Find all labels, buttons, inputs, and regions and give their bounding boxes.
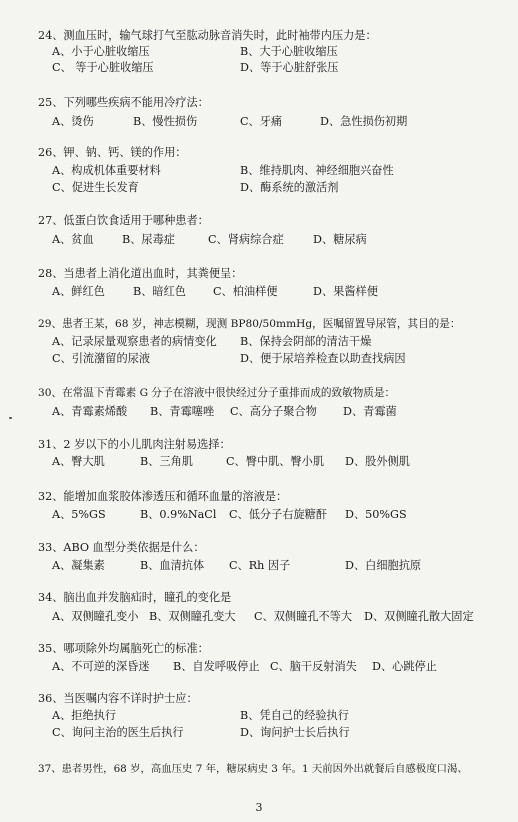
option-c: C、肾病综合症 bbox=[208, 233, 284, 246]
option-c: C、 等于心脏收缩压 bbox=[52, 61, 154, 74]
question-stem: 35、哪项除外均属脑死亡的标准： bbox=[38, 642, 209, 655]
question-stem: 26、钾、钠、钙、镁的作用： bbox=[38, 146, 187, 159]
option-b: B、暗红色 bbox=[133, 285, 186, 298]
option-a: A、鲜红色 bbox=[52, 285, 105, 298]
option-d: D、50%GS bbox=[345, 508, 407, 521]
question-stem: 34、脑出血并发脑疝时，瞳孔的变化是 bbox=[38, 591, 232, 604]
option-b: B、自发呼吸停止 bbox=[173, 660, 260, 673]
option-d: D、青霉菌 bbox=[343, 405, 397, 418]
option-b: B、凭自己的经验执行 bbox=[240, 709, 349, 722]
option-c: C、促进生长发育 bbox=[52, 181, 139, 194]
question-stem: 28、当患者上消化道出血时，其粪便呈： bbox=[38, 267, 243, 280]
option-a: A、青霉素烯酸 bbox=[52, 405, 128, 418]
option-a: A、拒绝执行 bbox=[52, 709, 117, 722]
option-a: A、臀大肌 bbox=[52, 455, 105, 468]
option-d: D、酶系统的激活剂 bbox=[240, 181, 339, 194]
option-d: D、急性损伤初期 bbox=[320, 115, 408, 128]
option-c: C、Rh 因子 bbox=[229, 559, 291, 572]
scan-speck bbox=[9, 417, 12, 419]
option-b: B、慢性损伤 bbox=[133, 115, 198, 128]
option-b: B、三角肌 bbox=[140, 455, 193, 468]
option-d: D、等于心脏舒张压 bbox=[240, 61, 339, 74]
option-b: B、血清抗体 bbox=[140, 559, 205, 572]
question-stem: 36、当医嘱内容不详时护士应： bbox=[38, 692, 198, 705]
question-stem: 24、测血压时，输气球打气至肱动脉音消失时，此时袖带内压力是： bbox=[38, 29, 377, 42]
option-a: A、贫血 bbox=[52, 233, 94, 246]
option-a: A、不可逆的深昏迷 bbox=[52, 660, 150, 673]
option-d: D、便于尿培养检查以助查找病因 bbox=[240, 352, 406, 365]
option-c: C、脑干反射消失 bbox=[270, 660, 357, 673]
option-a: A、烫伤 bbox=[52, 115, 94, 128]
option-d: D、糖尿病 bbox=[313, 233, 367, 246]
option-d: D、股外侧肌 bbox=[345, 455, 410, 468]
question-stem: 31、2 岁以下的小儿肌肉注射易选择： bbox=[38, 438, 231, 451]
option-a: A、构成机体重要材料 bbox=[52, 164, 161, 177]
option-b: B、青霉噻唑 bbox=[150, 405, 215, 418]
option-a: A、5%GS bbox=[52, 508, 106, 521]
option-d: D、询问护士长后执行 bbox=[240, 726, 350, 739]
option-c: C、高分子聚合物 bbox=[230, 405, 317, 418]
option-b: B、维持肌肉、神经细胞兴奋性 bbox=[240, 164, 394, 177]
option-a: A、凝集素 bbox=[52, 559, 105, 572]
option-b: B、双侧瞳孔变大 bbox=[149, 610, 236, 623]
question-stem: 33、ABO 血型分类依据是什么： bbox=[38, 541, 205, 554]
option-d: D、心跳停止 bbox=[372, 660, 437, 673]
question-stem: 30、在常温下青霉素 G 分子在溶液中很快经过分子重排而成的致敏物质是： bbox=[38, 387, 396, 399]
option-b: B、0.9%NaCl bbox=[140, 508, 217, 521]
option-c: C、低分子右旋糖酐 bbox=[229, 508, 328, 521]
page-number: 3 bbox=[255, 801, 263, 814]
option-a: A、记录尿量观察患者的病情变化 bbox=[52, 335, 217, 348]
question-stem: 32、能增加血浆胶体渗透压和循环血量的溶液是： bbox=[38, 490, 288, 503]
option-b: B、保持会阴部的清洁干燥 bbox=[240, 335, 372, 348]
option-d: D、双侧瞳孔散大固定 bbox=[364, 610, 474, 623]
option-b: B、尿毒症 bbox=[122, 233, 175, 246]
question-stem: 25、下列哪些疾病不能用冷疗法： bbox=[38, 96, 209, 109]
question-stem: 29、患者王某，68 岁，神志模糊，现测 BP80/50mmHg，医嘱留置导尿管，其目的是： bbox=[38, 318, 461, 330]
option-c: C、牙痛 bbox=[240, 115, 283, 128]
option-c: C、引流潴留的尿液 bbox=[52, 352, 151, 365]
option-d: D、果酱样便 bbox=[313, 285, 378, 298]
option-c: C、询问主治的医生后执行 bbox=[52, 726, 184, 739]
option-b: B、大于心脏收缩压 bbox=[240, 45, 338, 58]
option-d: D、白细胞抗原 bbox=[345, 559, 422, 572]
option-c: C、臀中肌、臀小肌 bbox=[226, 455, 325, 468]
question-stem: 27、低蛋白饮食适用于哪种患者： bbox=[38, 214, 209, 227]
option-a: A、双侧瞳孔变小 bbox=[52, 610, 139, 623]
option-c: C、双侧瞳孔不等大 bbox=[254, 610, 353, 623]
option-a: A、小于心脏收缩压 bbox=[52, 45, 150, 58]
option-c: C、柏油样便 bbox=[213, 285, 278, 298]
question-stem: 37、患者男性，68 岁，高血压史 7 年，糖尿病史 3 年。1 天前因外出就餐后自感极度口渴、 bbox=[38, 763, 468, 775]
